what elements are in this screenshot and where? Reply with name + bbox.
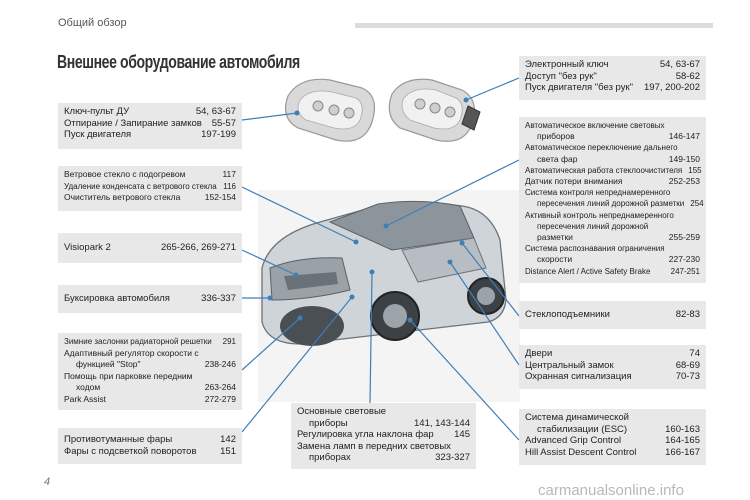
row-pages (694, 120, 700, 131)
row-pages (694, 187, 700, 198)
row-label: Двери (525, 348, 553, 359)
row-label: Ветровое стекло с подогревом (64, 169, 186, 179)
table-row (297, 452, 470, 464)
table-row (525, 154, 700, 165)
table-row (64, 371, 236, 383)
table-row (297, 429, 470, 441)
table-row (525, 221, 700, 232)
row-pages: 155 (688, 165, 702, 175)
row-pages: 74 (689, 348, 700, 359)
row-label: Электронный ключ (525, 59, 609, 70)
row-label: пересечения линий дорожной разметки (537, 199, 685, 209)
row-label: Буксировка автомобиля (64, 293, 170, 304)
row-label: Система динамической (525, 412, 629, 423)
row-label: Очиститель ветрового стекла (64, 192, 181, 202)
row-label: Отпирание / Запирание замков (64, 117, 202, 129)
table-row (297, 406, 470, 418)
row-label: стабилизации (ESC) (537, 423, 628, 435)
row-label: Регулировка угла наклона фар (297, 429, 434, 440)
row-label: Помощь при парковке передним (64, 370, 193, 381)
row-pages (694, 210, 700, 221)
row-pages: 117 (222, 169, 236, 179)
row-pages (694, 221, 700, 232)
row-pages (230, 371, 236, 383)
row-pages: 265-266, 269-271 (160, 242, 236, 253)
window-lifts-box (519, 301, 706, 329)
row-label: Доступ "без рук" (525, 70, 597, 82)
table-row (297, 418, 470, 430)
row-label: Противотуманные фары (64, 434, 173, 445)
row-label: Удаление конденсата с ветрового стекла (64, 181, 217, 191)
row-label: Visiopark 2 (64, 242, 111, 253)
table-row (525, 360, 700, 372)
table-row (525, 71, 700, 83)
row-pages: 54, 63-67 (195, 106, 236, 117)
table-row (525, 59, 700, 71)
table-row (525, 165, 700, 176)
row-label: приборах (309, 452, 351, 463)
row-pages: 68-69 (675, 359, 700, 371)
row-pages: 152-154 (204, 192, 236, 202)
table-row (525, 198, 704, 209)
row-pages: 336-337 (201, 293, 236, 304)
table-row (64, 336, 236, 348)
visiopark-box (58, 233, 242, 263)
row-pages: 197-199 (201, 129, 236, 140)
row-pages: 263-264 (204, 382, 236, 392)
row-label: Система распознавания ограничения (525, 244, 665, 254)
table-row (525, 412, 700, 424)
row-pages: 55-57 (211, 117, 236, 129)
row-pages: 252-253 (668, 176, 700, 187)
row-pages: 255-259 (668, 232, 700, 243)
row-pages: 164-165 (665, 435, 700, 446)
towing-box (58, 285, 242, 313)
table-row (525, 131, 700, 142)
table-row (525, 348, 700, 360)
remote-key-fob-icon (286, 79, 375, 141)
row-label: Advanced Grip Control (525, 435, 622, 446)
electronic-key-icon (389, 79, 480, 141)
table-row (64, 242, 236, 254)
row-pages: 323-327 (435, 452, 470, 463)
table-row (64, 293, 236, 305)
table-row (525, 254, 700, 265)
page-number: 4 (44, 476, 51, 488)
row-pages: 227-230 (668, 254, 700, 265)
table-row (64, 382, 236, 394)
foglamps-box (58, 428, 242, 464)
row-pages: 54, 63-67 (659, 59, 700, 70)
row-pages: 254 (690, 199, 704, 209)
row-label: функцией "Stop" (76, 359, 141, 369)
row-pages (694, 412, 700, 424)
row-label: Охранная сигнализация (525, 371, 632, 382)
table-row (525, 309, 700, 321)
row-pages: 82-83 (675, 309, 700, 320)
row-label: Пуск двигателя (64, 129, 132, 140)
row-pages (230, 348, 236, 360)
row-label: приборов (537, 131, 575, 142)
row-pages: 238-246 (204, 359, 236, 369)
row-label: Park Assist (64, 393, 107, 404)
row-label: Пуск двигателя "без рук" (525, 82, 634, 93)
table-row (525, 266, 700, 277)
row-label: приборы (309, 417, 348, 429)
row-label: Hill Assist Descent Control (525, 446, 637, 458)
table-row (525, 82, 700, 94)
doors-box (519, 345, 706, 389)
row-label: Автоматическая работа стеклоочистителя (525, 165, 683, 175)
page-title: Внешнее оборудование автомобиля (57, 52, 300, 72)
table-row (64, 129, 236, 141)
esc-box (519, 409, 706, 465)
table-row (525, 371, 700, 383)
row-label: Адаптивный регулятор скорости с (64, 347, 199, 358)
row-label: Distance Alert / Active Safety Brake (525, 266, 651, 276)
electronic-key-box (519, 56, 706, 100)
row-pages: 197, 200-202 (644, 82, 700, 93)
row-pages: 142 (220, 434, 236, 445)
row-pages (464, 441, 470, 453)
row-label: Замена ламп в передних световых (297, 440, 451, 452)
row-pages: 272-279 (204, 393, 236, 404)
row-pages: 116 (223, 181, 236, 191)
row-label: Зимние заслонки радиаторной решетки (64, 337, 212, 346)
table-row (525, 232, 700, 243)
table-row (64, 106, 236, 118)
row-label: Основные световые (297, 406, 387, 417)
table-row (64, 348, 236, 360)
auto-lighting-box (519, 117, 706, 283)
row-label: Ключ-пульт ДУ (64, 106, 130, 117)
main-lights-box (291, 403, 476, 469)
table-row (64, 118, 236, 130)
row-pages: 141, 143-144 (414, 417, 470, 429)
table-row (525, 120, 700, 131)
table-row (64, 192, 236, 204)
row-pages: 146-147 (668, 131, 700, 142)
table-row (525, 210, 700, 221)
section-header: Общий обзор (58, 17, 127, 29)
table-row (525, 447, 700, 459)
row-label: Центральный замок (525, 359, 614, 371)
row-pages: 247-251 (670, 266, 700, 276)
watermark: carmanualsonline.info (538, 482, 684, 499)
table-row (525, 424, 700, 436)
table-row (64, 446, 236, 458)
table-row (525, 435, 700, 447)
row-label: скорости (537, 254, 573, 265)
row-pages (694, 142, 700, 153)
row-label: света фар (537, 153, 578, 164)
row-label: ходом (76, 382, 101, 392)
table-row (525, 142, 700, 153)
row-label: пересечения линий дорожной (537, 221, 649, 231)
row-label: Датчик потери внимания (525, 176, 623, 187)
table-row (64, 181, 236, 193)
table-row (64, 394, 236, 406)
row-pages: 58-62 (675, 70, 700, 82)
row-label: Система контроля непреднамеренного (525, 188, 671, 198)
row-pages: 291 (222, 337, 236, 346)
table-row (525, 243, 700, 254)
shutters-box (58, 333, 242, 410)
key-remote-box (58, 103, 242, 149)
row-pages (694, 243, 700, 254)
row-pages: 151 (220, 445, 236, 457)
row-label: Активный контроль непреднамеренного (525, 210, 674, 220)
row-label: Стеклоподъемники (525, 309, 610, 320)
row-pages: 145 (454, 429, 470, 440)
row-label: Автоматическое включение световых (525, 121, 665, 130)
table-row (525, 187, 700, 198)
table-row (525, 176, 700, 187)
row-label: Автоматическое переключение дальнего (525, 143, 678, 153)
row-pages: 160-163 (665, 423, 700, 435)
row-pages: 70-73 (675, 371, 700, 382)
table-row (64, 434, 236, 446)
table-row (297, 441, 470, 453)
row-pages: 149-150 (668, 153, 700, 164)
row-pages (464, 406, 470, 418)
windscreen-box (58, 166, 242, 211)
table-row (64, 169, 236, 181)
row-label: разметки (537, 232, 573, 243)
row-pages: 166-167 (665, 446, 700, 458)
row-label: Фары с подсветкой поворотов (64, 445, 197, 457)
table-row (64, 359, 236, 371)
